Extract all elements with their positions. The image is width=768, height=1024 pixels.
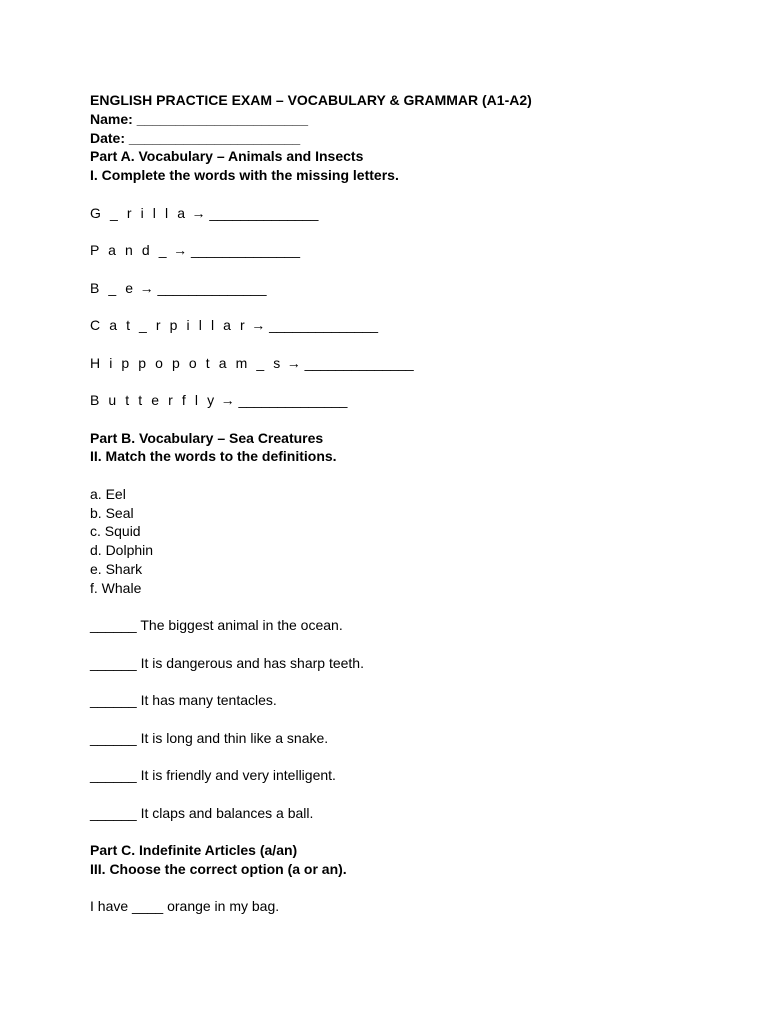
date-label: Date:	[90, 129, 126, 146]
definition-text: It is long and thin like a snake.	[140, 729, 329, 746]
definition-item	[90, 804, 730, 823]
definition-item	[90, 729, 730, 748]
arrow-icon: →	[286, 354, 301, 371]
answer-blank[interactable]: ______________	[157, 279, 267, 296]
match-blank[interactable]: ______	[90, 654, 137, 671]
match-blank[interactable]: ______	[90, 729, 137, 746]
name-blank[interactable]: ______________________	[136, 110, 308, 127]
match-option: c. Squid	[90, 523, 141, 540]
match-option: b. Seal	[90, 504, 134, 521]
match-blank[interactable]: ______	[90, 767, 137, 783]
definition-text: It is friendly and very intelligent.	[140, 767, 336, 783]
answer-blank[interactable]: ______________	[269, 317, 379, 333]
answer-blank[interactable]: ______________	[190, 242, 300, 258]
arrow-icon: →	[251, 317, 266, 333]
missing-letters-item	[90, 391, 730, 410]
definition-item	[90, 654, 730, 673]
arrow-icon: →	[173, 242, 188, 258]
missing-letters-word: P a n d _	[90, 242, 170, 258]
missing-letters-item	[90, 316, 730, 335]
definition-text: It claps and balances a ball.	[140, 804, 314, 821]
missing-letters-item	[90, 241, 730, 260]
exam-page	[90, 91, 730, 916]
arrow-icon: →	[139, 279, 154, 296]
part-c-heading: Part C. Indefinite Articles (a/an)	[90, 842, 298, 858]
match-option: e. Shark	[90, 560, 143, 577]
article-sentence	[90, 897, 730, 916]
match-blank[interactable]: ______	[90, 804, 137, 821]
match-blank[interactable]: ______	[90, 617, 137, 633]
date-line	[90, 129, 730, 148]
missing-letters-word: G _ r i l l a	[90, 204, 188, 221]
match-blank[interactable]: ______	[90, 692, 137, 708]
missing-letters-item	[90, 279, 730, 298]
sentence-start: I have	[90, 898, 129, 915]
part-a-instruction: I. Complete the words with the missing letters.	[90, 167, 399, 183]
missing-letters-item	[90, 204, 730, 223]
definition-text: The biggest animal in the ocean.	[140, 617, 343, 633]
exam-title: ENGLISH PRACTICE EXAM – VOCABULARY & GRAMMAR (A1-A2)	[90, 92, 532, 108]
part-b-instruction: II. Match the words to the definitions.	[90, 448, 337, 465]
match-option: d. Dolphin	[90, 542, 154, 558]
article-blank[interactable]: ____	[132, 898, 164, 915]
missing-letters-word: C a t _ r p i l l a r	[90, 317, 248, 333]
part-a-heading: Part A. Vocabulary – Animals and Insects	[90, 148, 364, 165]
missing-letters-word: B u t t e r f l y	[90, 392, 217, 408]
sentence-end: orange in my bag.	[167, 898, 280, 915]
match-option: f. Whale	[90, 579, 142, 596]
missing-letters-word: H i p p o p o t a m _ s	[90, 354, 283, 371]
definition-item	[90, 691, 730, 710]
part-c-instruction: III. Choose the correct option (a or an).	[90, 860, 347, 877]
name-label: Name:	[90, 110, 133, 127]
missing-letters-item	[90, 354, 730, 373]
part-b-heading: Part B. Vocabulary – Sea Creatures	[90, 429, 324, 446]
answer-blank[interactable]: ______________	[238, 392, 348, 408]
arrow-icon: →	[191, 204, 206, 221]
definition-item	[90, 616, 730, 635]
name-line	[90, 110, 730, 129]
definition-text: It has many tentacles.	[140, 692, 277, 708]
definition-item	[90, 766, 730, 785]
date-blank[interactable]: ______________________	[128, 129, 301, 146]
arrow-icon: →	[220, 392, 235, 408]
definition-text: It is dangerous and has sharp teeth.	[140, 654, 364, 671]
answer-blank[interactable]: ______________	[209, 204, 319, 221]
match-option: a. Eel	[90, 485, 126, 502]
missing-letters-word: B _ e	[90, 279, 136, 296]
answer-blank[interactable]: ______________	[304, 354, 414, 371]
